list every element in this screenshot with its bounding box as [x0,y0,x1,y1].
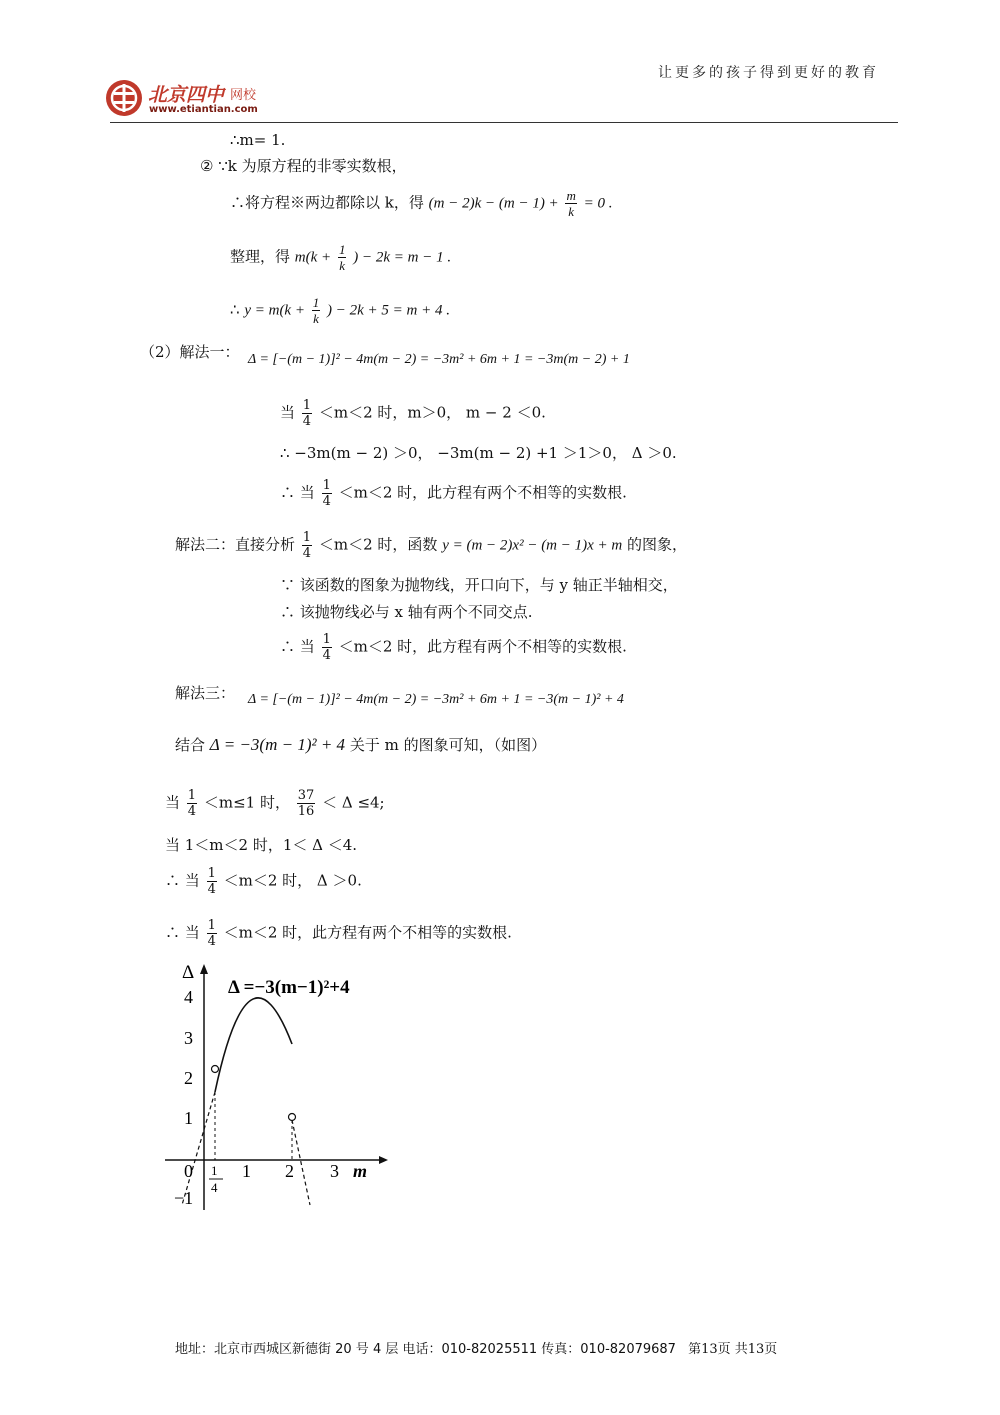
x-tick-3: 3 [330,1161,339,1181]
logo-brand-suffix: 网校 [230,88,257,103]
x-axis-arrow-icon [379,1156,388,1164]
method-three-case-2: 当 1＜m＜2 时，1＜ Δ ＜4. [165,836,358,854]
method-three-combine: 结合 Δ = −3(m − 1)² + 4 关于 m 的图象可知，（如图） [175,735,547,754]
method-three-label: 解法三： [175,684,236,702]
method-three-delta-positive: ∴ 当 $\frac{1}{4}$ ＜m＜2 时， Δ ＞0. [165,866,362,897]
open-point-right [289,1114,296,1121]
method-two-intro: 解法二：直接分析 $\frac{1}{4}$ ＜m＜2 时，函数 y = (m − 2)x² − (m − 1)x + m 的图象， [175,530,688,561]
x-tick-quarter-den: 4 [211,1180,218,1195]
discriminant-graph [160,960,400,1215]
line-k-nonzero-root: ② ∵k 为原方程的非零实数根， [200,157,407,175]
method-three-discriminant: Δ = [−(m − 1)]² − 4m(m − 2) = −3m² + 6m + 1 = −3(m − 1)² + 4 [248,692,624,707]
footer-page-number: 第13页 共13页 [688,1342,778,1357]
line-y-result: ∴ y = m(k + $\frac{1}{k}$ ) − 2k + 5 = m + 4 . [230,295,451,326]
y-tick-2: 2 [184,1068,193,1088]
logo-brand-text: 北京四中 [148,84,225,106]
y-tick-1: 1 [184,1108,193,1128]
method-one-range: 当 $\frac{1}{4}$ ＜m＜2 时，m＞0， m − 2 ＜0. [280,398,546,429]
x-tick-2: 2 [285,1161,294,1181]
method-one-discriminant: Δ = [−(m − 1)]² − 4m(m − 2) = −3m² + 6m + 1 = −3m(m − 2) + 1 [248,352,630,367]
method-three-case-1: 当 $\frac{1}{4}$ ＜m≤1 时， $\frac{37}{16}$ ＜ Δ ≤4; [165,788,385,819]
parabola-solid [215,998,292,1092]
y-tick-neg1: −1 [174,1188,194,1208]
method-two-intersect: ∴ 该抛物线必与 x 轴有两个不同交点. [280,603,533,621]
x-axis-label: m [353,1161,368,1181]
method-one-inequality: ∴ −3m(m − 2) ＞0， −3m(m − 2) +1 ＞1＞0， Δ ＞0. [280,444,677,462]
y-tick-3: 3 [184,1028,193,1048]
x-tick-quarter-num: 1 [211,1163,218,1178]
header-slogan: 让更多的孩子得到更好的教育 [658,65,879,81]
graph-formula: Δ =−3(m−1)²+4 [228,977,350,998]
y-axis-arrow-icon [200,964,208,974]
method-two-reason: ∵ 该函数的图象为抛物线，开口向下，与 y 轴正半轴相交， [280,576,678,594]
method-three-conclusion: ∴ 当 $\frac{1}{4}$ ＜m＜2 时，此方程有两个不相等的实数根. [165,918,512,949]
line-m-equals-1: ∴m= 1. [230,131,286,149]
method-one-conclusion: ∴ 当 $\frac{1}{4}$ ＜m＜2 时，此方程有两个不相等的实数根. [280,478,627,509]
parabola-dashed-right [292,1120,310,1205]
y-tick-4: 4 [184,987,193,1007]
line-rearrange: 整理，得 m(k + $\frac{1}{k}$ ) − 2k = m − 1 . [230,242,452,273]
logo-emblem-icon [104,78,144,118]
method-one-label: （2）解法一： [140,343,240,361]
open-point-left [212,1066,219,1073]
logo-url: www.etiantian.com [149,104,258,115]
origin-label: 0 [184,1161,193,1181]
method-two-conclusion: ∴ 当 $\frac{1}{4}$ ＜m＜2 时，此方程有两个不相等的实数根. [280,632,627,663]
x-tick-1: 1 [242,1161,251,1181]
header-rule [110,122,898,123]
y-axis-label: Δ [182,962,195,983]
line-divide-by-k: ∴将方程※两边都除以 k，得 (m − 2)k − (m − 1) + $\frac{m}{k}$ = 0 . [230,188,613,219]
footer-address: 地址：北京市西城区新德街 20 号 4 层 电话：010-82025511 传真：010-82079687 第13页 共13页 [175,1342,778,1357]
